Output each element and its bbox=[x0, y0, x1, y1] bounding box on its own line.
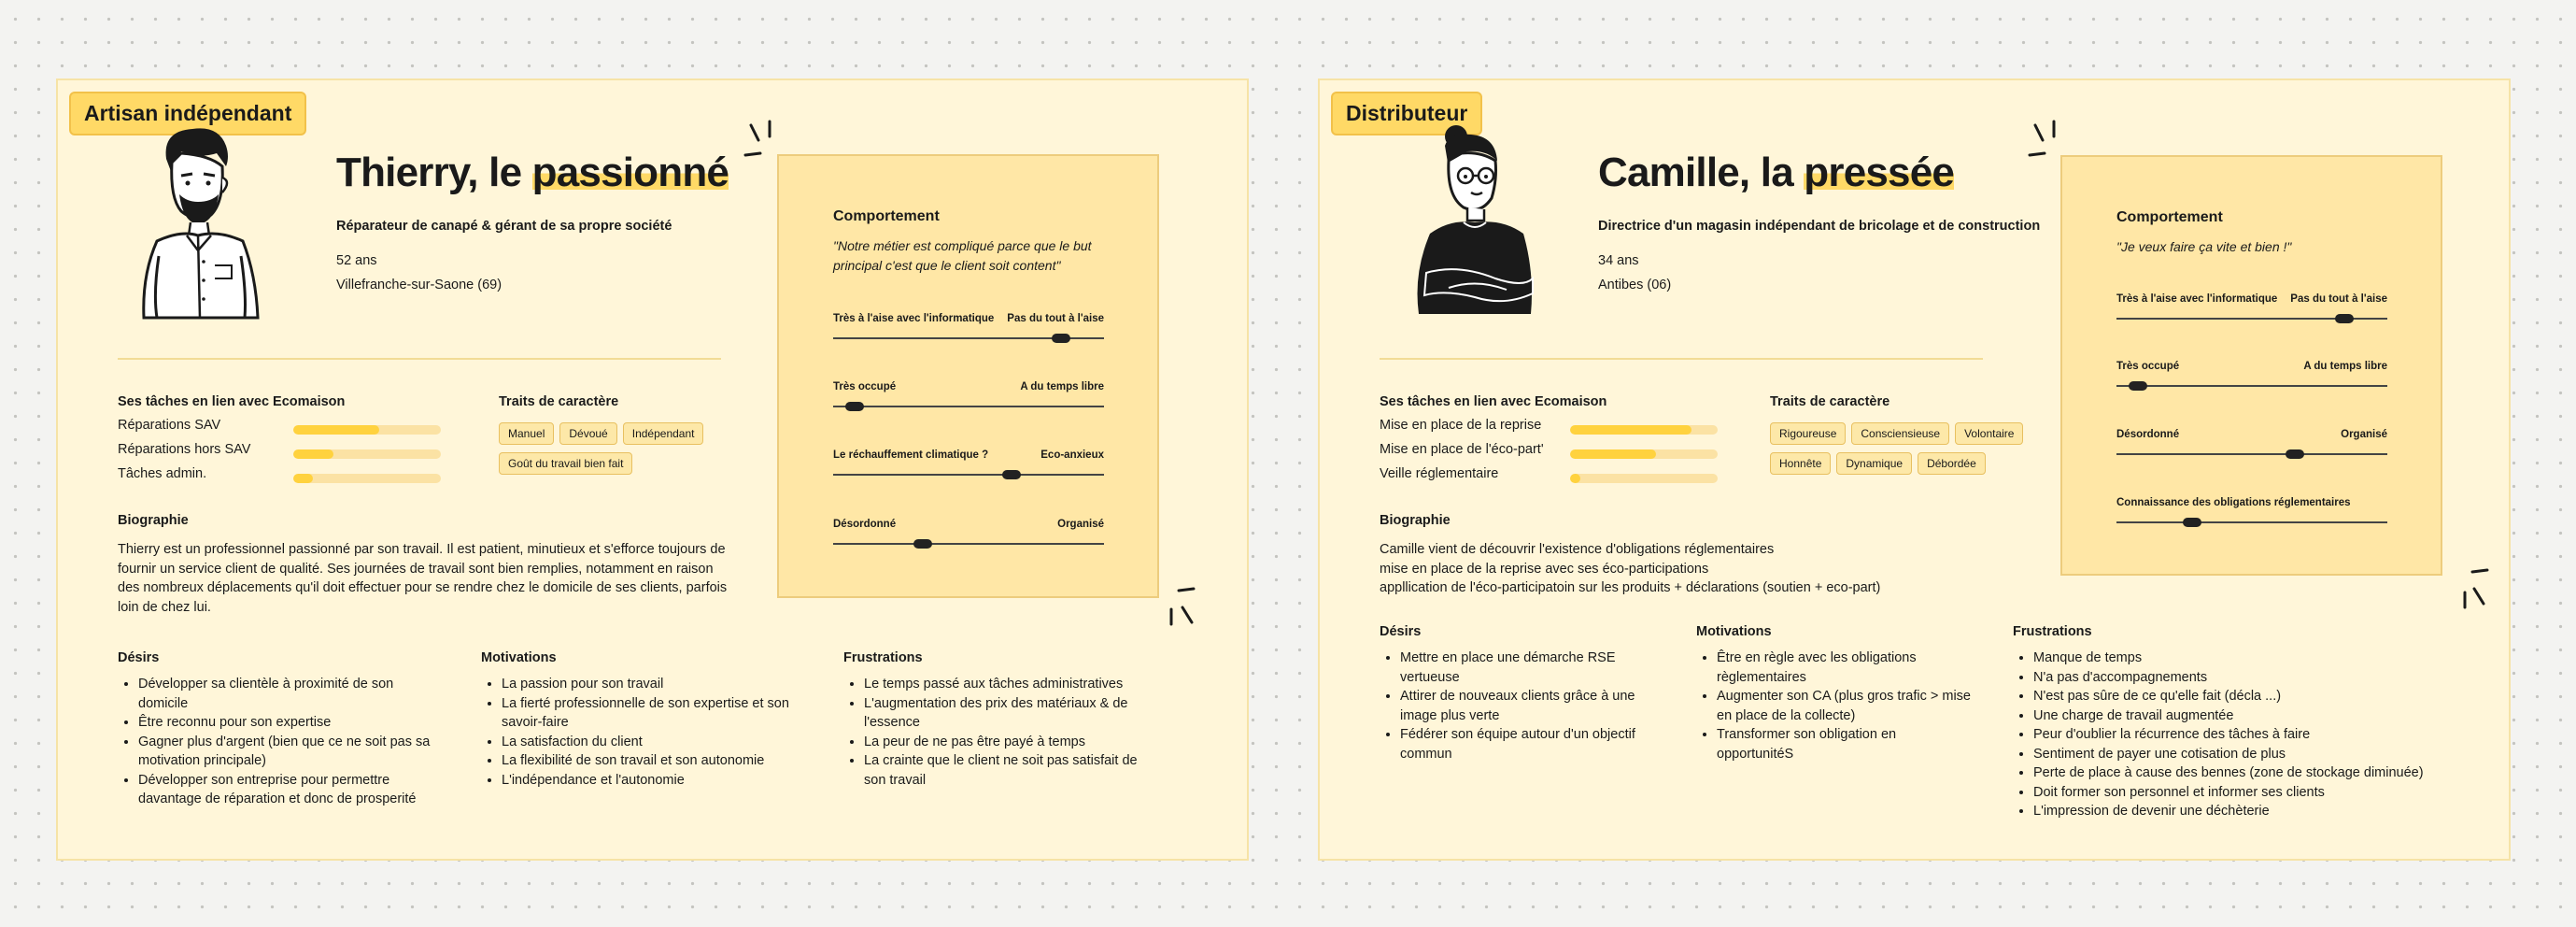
behavior-title: Comportement bbox=[833, 208, 940, 224]
trait-chip: Indépendant bbox=[623, 422, 704, 445]
slider-right-label: Organisé bbox=[1057, 519, 1104, 530]
task-label: Mise en place de l'éco-part' bbox=[1380, 442, 1544, 457]
list-item: • Gagner plus d'argent (bien que ce ne soit pas sa motivation principale) bbox=[138, 733, 435, 771]
list-item: • Peur d'oublier la récurrence des tâches à faire bbox=[2033, 725, 2442, 745]
task-bar bbox=[1570, 449, 1718, 459]
task-bar bbox=[293, 474, 441, 483]
trait-chip: Débordée bbox=[1918, 452, 1986, 475]
slider-left-label: Très occupé bbox=[833, 381, 897, 392]
task-row bbox=[1380, 440, 1734, 464]
task-label: Tâches admin. bbox=[118, 466, 207, 481]
bio-text bbox=[1380, 540, 2033, 598]
list-item: • La fierté professionnelle de son expertise et son savoir-faire bbox=[502, 694, 799, 733]
persona-age: 52 ans bbox=[336, 253, 377, 268]
list-item: • Fédérer son équipe autour d'un objectif commun bbox=[1400, 725, 1660, 763]
slider-left-label: Désordonné bbox=[833, 519, 897, 530]
list-item: • Le temps passé aux tâches administratives bbox=[864, 675, 1161, 694]
persona-location: Antibes (06) bbox=[1598, 278, 1672, 292]
trait-chip: Dévoué bbox=[559, 422, 616, 445]
motivations-title: Motivations bbox=[481, 650, 557, 665]
persona-info bbox=[336, 249, 502, 297]
motivations-column bbox=[481, 650, 799, 790]
trait-chip: Rigoureuse bbox=[1770, 422, 1846, 445]
task-row bbox=[118, 440, 473, 464]
trait-chip: Volontaire bbox=[1955, 422, 2023, 445]
list-item: • Augmenter son CA (plus gros trafic > mise en place de la collecte) bbox=[1717, 687, 1976, 725]
avatar-camille bbox=[1393, 123, 1551, 320]
sparkle-decoration bbox=[1141, 585, 1197, 641]
slider-right-label: A du temps libre bbox=[1020, 381, 1104, 392]
behavior-quote: "Je veux faire ça vite et bien !" bbox=[2116, 239, 2292, 254]
trait-slider bbox=[2116, 361, 2387, 398]
slider-knob bbox=[1052, 334, 1070, 343]
trait-slider bbox=[833, 381, 1104, 419]
sparkle-decoration bbox=[743, 120, 800, 166]
task-row bbox=[1380, 416, 1734, 440]
persona-location: Villefranche-sur-Saone (69) bbox=[336, 278, 502, 292]
role-badge: Distributeur bbox=[1331, 92, 1482, 135]
bio-title: Biographie bbox=[118, 513, 189, 528]
behavior-panel bbox=[2060, 155, 2442, 576]
slider-knob bbox=[913, 539, 932, 549]
traits-list bbox=[1770, 422, 2041, 482]
trait-chip: Goût du travail bien fait bbox=[499, 452, 632, 475]
trait-slider bbox=[2116, 429, 2387, 466]
bio-title: Biographie bbox=[1380, 513, 1451, 528]
list-item: • Perte de place à cause des bennes (zone de stockage diminuée) bbox=[2033, 763, 2442, 783]
slider-left-label: Très à l'aise avec l'informatique bbox=[2116, 293, 2278, 305]
list-item: • Être reconnu pour son expertise bbox=[138, 713, 435, 733]
list-item: • Doit former son personnel et informer ses clients bbox=[2033, 783, 2442, 803]
slider-knob bbox=[2183, 518, 2201, 527]
tasks-title: Ses tâches en lien avec Ecomaison bbox=[118, 394, 346, 409]
desires-title: Désirs bbox=[118, 650, 160, 665]
task-bar bbox=[293, 449, 441, 459]
list-item: • L'indépendance et l'autonomie bbox=[502, 771, 799, 791]
task-label: Veille réglementaire bbox=[1380, 466, 1499, 481]
task-bar bbox=[293, 425, 441, 435]
traits-title: Traits de caractère bbox=[499, 394, 619, 409]
frustrations-column bbox=[2013, 624, 2442, 821]
desires-column bbox=[118, 650, 435, 809]
desires-column bbox=[1380, 624, 1660, 763]
divider bbox=[1380, 358, 1983, 360]
traits-list bbox=[499, 422, 742, 482]
list-item: • N'a pas d'accompagnements bbox=[2033, 668, 2442, 688]
traits-title: Traits de caractère bbox=[1770, 394, 1890, 409]
motivations-title: Motivations bbox=[1696, 624, 1772, 639]
slider-right-label: Organisé bbox=[2341, 429, 2387, 440]
sparkle-decoration bbox=[2431, 563, 2497, 628]
slider-left-label: Le réchauffement climatique ? bbox=[833, 449, 989, 461]
trait-slider bbox=[2116, 497, 2387, 535]
slider-left-label: Désordonné bbox=[2116, 429, 2180, 440]
list-item: • La satisfaction du client bbox=[502, 733, 799, 752]
list-item: • La peur de ne pas être payé à temps bbox=[864, 733, 1161, 752]
behavior-panel bbox=[777, 154, 1159, 598]
trait-chip: Manuel bbox=[499, 422, 554, 445]
task-row bbox=[118, 464, 473, 489]
list-item: • Être en règle avec les obligations règlementaires bbox=[1717, 649, 1976, 687]
persona-age: 34 ans bbox=[1598, 253, 1639, 268]
persona-job: Directrice d'un magasin indépendant de bricolage et de construction bbox=[1598, 219, 2041, 234]
task-row bbox=[1380, 464, 1734, 489]
slider-right-label: Eco-anxieux bbox=[1040, 449, 1104, 461]
behavior-quote: "Notre métier est compliqué parce que le but principal c'est que le client soit content" bbox=[833, 238, 1092, 273]
slider-right-label: A du temps libre bbox=[2303, 361, 2387, 372]
desires-title: Désirs bbox=[1380, 624, 1422, 639]
sparkle-decoration bbox=[2028, 120, 2084, 166]
task-label: Mise en place de la reprise bbox=[1380, 418, 1542, 433]
list-item: • L'impression de devenir une déchèterie bbox=[2033, 802, 2442, 821]
task-row bbox=[118, 416, 473, 440]
persona-name: Thierry, le passionné bbox=[336, 150, 729, 195]
list-item: • La passion pour son travail bbox=[502, 675, 799, 694]
bio-line: mise en place de la reprise avec ses éco-participations bbox=[1380, 561, 1709, 577]
list-item: • Manque de temps bbox=[2033, 649, 2442, 668]
slider-knob bbox=[2129, 381, 2147, 391]
frustrations-column bbox=[843, 650, 1161, 790]
trait-chip: Consciensieuse bbox=[1851, 422, 1949, 445]
avatar-thierry bbox=[125, 125, 275, 321]
divider bbox=[118, 358, 721, 360]
slider-knob bbox=[1002, 470, 1021, 479]
persona-name: Camille, la pressée bbox=[1598, 150, 1955, 195]
task-bar bbox=[1570, 425, 1718, 435]
list-item: • Développer son entreprise pour permettre davantage de réparation et donc de prosperité bbox=[138, 771, 435, 809]
list-item: • Transformer son obligation en opportunitéS bbox=[1717, 725, 1976, 763]
trait-slider bbox=[833, 313, 1104, 350]
task-label: Réparations hors SAV bbox=[118, 442, 251, 457]
task-label: Réparations SAV bbox=[118, 418, 221, 433]
list-item: • Une charge de travail augmentée bbox=[2033, 706, 2442, 726]
persona-job: Réparateur de canapé & gérant de sa propre société bbox=[336, 219, 672, 234]
slider-knob bbox=[2335, 314, 2354, 323]
frustrations-title: Frustrations bbox=[2013, 624, 2092, 639]
trait-slider bbox=[833, 449, 1104, 487]
trait-slider bbox=[2116, 293, 2387, 331]
slider-left-label: Très occupé bbox=[2116, 361, 2180, 372]
list-item: • La crainte que le client ne soit pas satisfait de son travail bbox=[864, 751, 1161, 790]
list-item: • Sentiment de payer une cotisation de plus bbox=[2033, 745, 2442, 764]
slider-knob bbox=[845, 402, 864, 411]
role-badge: Artisan indépendant bbox=[69, 92, 306, 135]
slider-right-label: Pas du tout à l'aise bbox=[1007, 313, 1104, 324]
slider-left-label: Très à l'aise avec l'informatique bbox=[833, 313, 995, 324]
bio-line: Camille vient de découvrir l'existence d'obligations réglementaires bbox=[1380, 542, 1775, 557]
persona-card-camille bbox=[1318, 78, 2511, 861]
task-bar bbox=[1570, 474, 1718, 483]
bio-line: appllication de l'éco-participatoin sur les produits + déclarations (soutien + eco-part) bbox=[1380, 580, 1881, 595]
list-item: • L'augmentation des prix des matériaux & de l'essence bbox=[864, 694, 1161, 733]
motivations-column bbox=[1696, 624, 1976, 763]
list-item: • N'est pas sûre de ce qu'elle fait (décla ...) bbox=[2033, 687, 2442, 706]
persona-card-thierry bbox=[56, 78, 1249, 861]
bio-text: Thierry est un professionnel passionné par son travail. Il est patient, minutieux et s'efforce toujours de fournir un service client de qualité. Ses journées de travail sont bien remplies, notamment en raison des nombreux déplacements qu'il doit effectuer pour se rendre chez le domicile de ses clients, parfois loin de chez lui. bbox=[118, 542, 728, 615]
tasks-title: Ses tâches en lien avec Ecomaison bbox=[1380, 394, 1607, 409]
list-item: • Attirer de nouveaux clients grâce à une image plus verte bbox=[1400, 687, 1660, 725]
list-item: • La flexibilité de son travail et son autonomie bbox=[502, 751, 799, 771]
list-item: • Mettre en place une démarche RSE vertueuse bbox=[1400, 649, 1660, 687]
trait-chip: Honnête bbox=[1770, 452, 1831, 475]
list-item: • Développer sa clientèle à proximité de son domicile bbox=[138, 675, 435, 713]
persona-info bbox=[1598, 249, 1671, 297]
slider-knob bbox=[2286, 449, 2304, 459]
trait-chip: Dynamique bbox=[1836, 452, 1912, 475]
behavior-title: Comportement bbox=[2116, 209, 2223, 225]
trait-slider bbox=[833, 519, 1104, 556]
slider-left-label: Connaissance des obligations réglementaires bbox=[2116, 497, 2351, 508]
slider-right-label: Pas du tout à l'aise bbox=[2290, 293, 2387, 305]
frustrations-title: Frustrations bbox=[843, 650, 923, 665]
